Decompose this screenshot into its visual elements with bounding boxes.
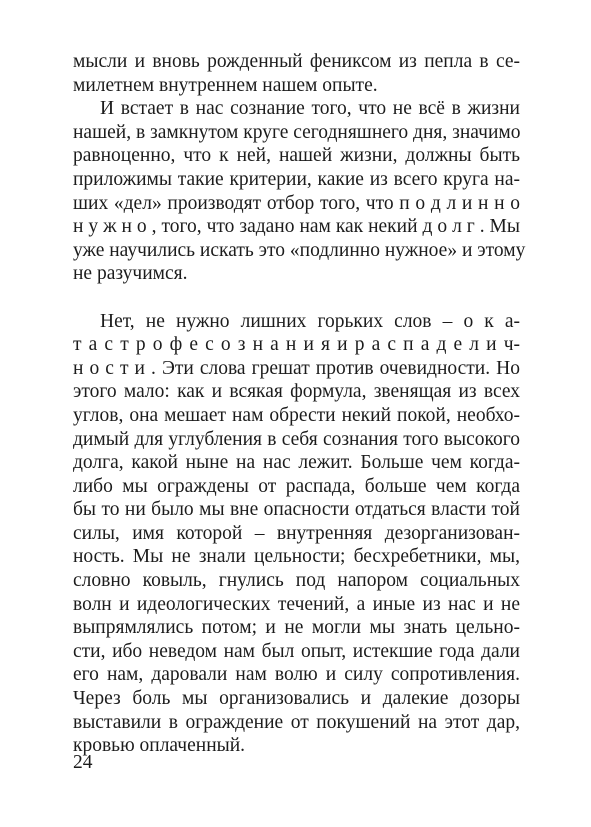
text-line: ность. Мы не знали цельности; бесхребетники, мы, bbox=[73, 546, 520, 568]
text-line: Через боль мы организовались и далекие дозоры bbox=[73, 688, 520, 710]
text-line: долга, какой ныне на нас лежит. Больше чем когда- bbox=[73, 452, 520, 474]
text-line: бы то ни было мы вне опасности отдаться власти той bbox=[73, 499, 520, 521]
text-line: волн и идеологических течений, а иные из нас и не bbox=[73, 593, 520, 615]
page-body bbox=[73, 50, 526, 758]
page-number: 24 bbox=[73, 752, 93, 773]
text-line: углов, она мешает нам обрести некий покой, необхо- bbox=[73, 404, 520, 426]
paragraph-3 bbox=[73, 310, 520, 758]
paragraph-2 bbox=[73, 97, 526, 286]
text-line: выставили в ограждение от покушений на этот дар, bbox=[73, 711, 520, 733]
text-line: милетнем внутреннем нашем опыте. bbox=[73, 74, 378, 96]
text-line: Нет, не нужно лишних горьких слов – о к а- bbox=[100, 310, 520, 332]
text-line: этого мало: как и всякая формула, звенящая из всех bbox=[73, 381, 520, 403]
text-line: сти, ибо неведом нам был опыт, истекшие года дали bbox=[73, 640, 520, 662]
text-line: его нам, даровали нам волю и силу сопротивления. bbox=[73, 664, 520, 686]
text-line: И встает в нас сознание того, что не всё в жизни bbox=[100, 98, 520, 120]
text-line: т а с т р о ф е с о з н а н и я и р а с п а д е л и ч- bbox=[73, 334, 520, 356]
text-line: выпрямлялись потом; и не могли мы знать цельно- bbox=[73, 617, 520, 639]
text-line: н о с т и . Эти слова грешат против очевидности. Но bbox=[73, 357, 520, 379]
text-line: уже научились искать это «подлинно нужное» и этому bbox=[73, 239, 526, 261]
text-line: мысли и вновь рожденный фениксом из пепла в се- bbox=[73, 51, 520, 72]
text-line: ших «дел» производят отбор того, что п о д л и н н о bbox=[73, 192, 520, 214]
text-line: н у ж н о , того, что задано нам как некий д о л г . Мы bbox=[73, 216, 520, 238]
text-line: не разучимся. bbox=[73, 263, 188, 285]
text-line: либо мы ограждены от распада, больше чем когда bbox=[73, 475, 520, 497]
text-line: силы, имя которой – внутренняя дезорганизован- bbox=[73, 522, 520, 544]
paragraph-gap bbox=[73, 286, 520, 310]
text-line: приложимы такие критерии, какие из всего круга на- bbox=[73, 168, 520, 190]
text-line: словно ковыль, гнулись под напором социальных bbox=[73, 570, 520, 592]
text-line: кровью оплаченный. bbox=[73, 735, 246, 757]
text-line: равноценно, что к ней, нашей жизни, должны быть bbox=[73, 145, 520, 167]
text-line: нашей, в замкнутом круге сегодняшнего дня, значимо bbox=[73, 121, 521, 143]
paragraph-1 bbox=[73, 50, 520, 97]
text-line: димый для углубления в себя сознания того высокого bbox=[73, 428, 520, 450]
